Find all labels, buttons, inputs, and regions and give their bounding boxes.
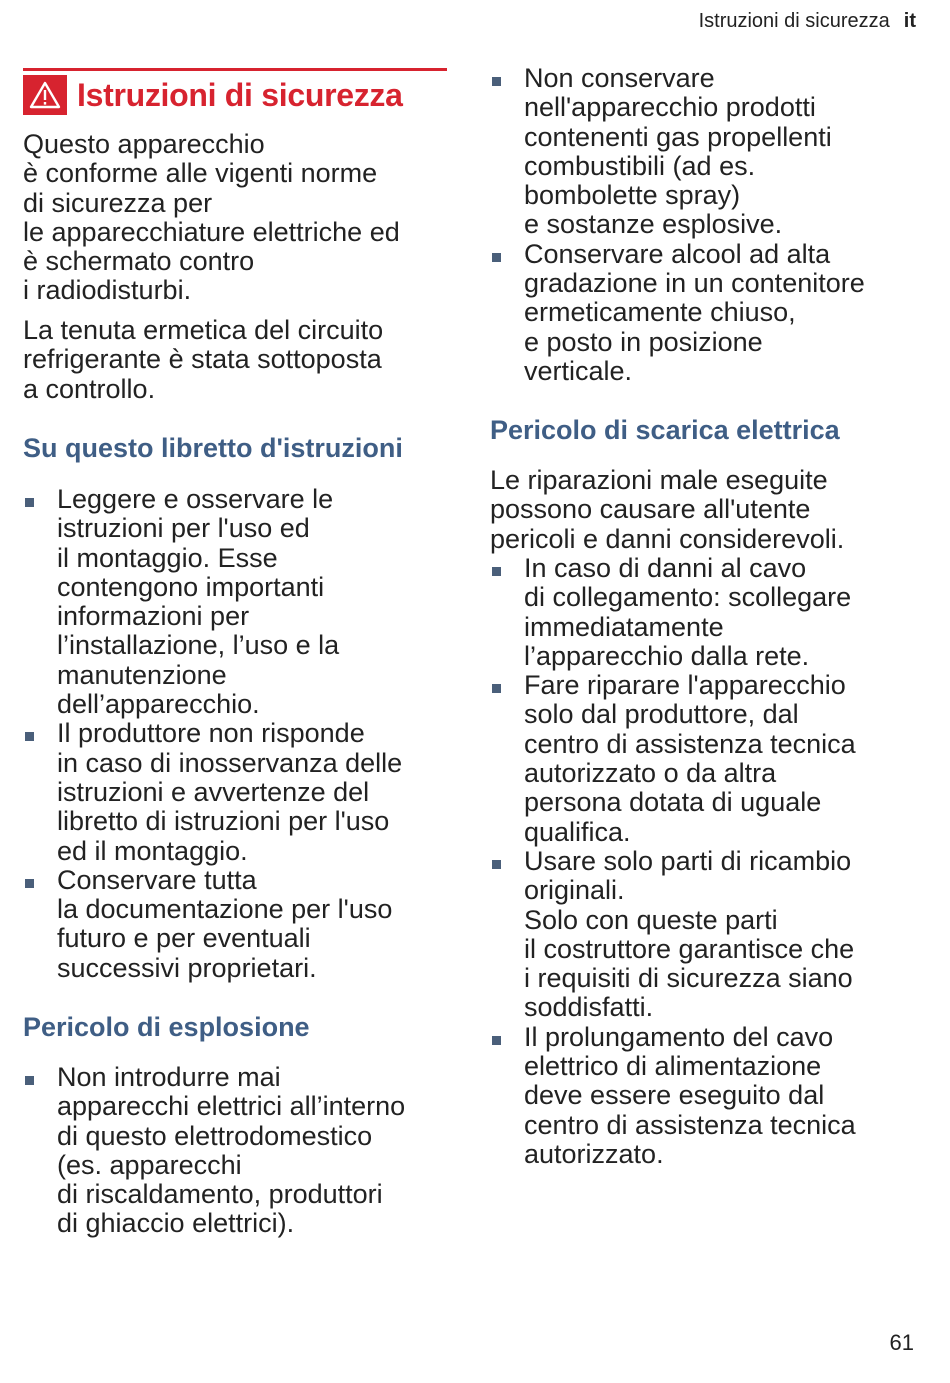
page-title-block — [23, 68, 447, 115]
square-bullet-icon — [492, 567, 501, 576]
square-bullet-icon — [25, 1076, 34, 1085]
square-bullet-icon — [492, 253, 501, 262]
header-section-title: Istruzioni di sicurezza — [698, 10, 890, 32]
intro-paragraph-2: La tenuta ermetica del circuito refrigerante è stata sottoposta a controllo. — [23, 315, 384, 404]
square-bullet-icon — [492, 860, 501, 869]
list-item: In caso di danni al cavo di collegamento: scollegare immediatamente l’apparecchio dalla rete. — [490, 554, 920, 671]
electric-intro-paragraph: Le riparazioni male eseguite possono causare all'utente pericoli e danni considerevoli. — [490, 465, 845, 554]
header-language-code: it — [903, 10, 916, 32]
square-bullet-icon — [25, 498, 34, 507]
intro-paragraph-1: Questo apparecchio è conforme alle vigenti norme di sicurezza per le apparecchiature elettriche ed è schermato contro i radiodisturbi. — [23, 129, 400, 306]
section-heading-booklet: Su questo libretto d'istruzioni — [23, 433, 403, 463]
explosion-list-right — [490, 64, 920, 386]
list-item: Conservare alcool ad alta gradazione in un contenitore ermeticamente chiuso, e posto in posizione verticale. — [490, 240, 920, 386]
running-header — [699, 10, 916, 33]
list-item: Il prolungamento del cavo elettrico di alimentazione deve essere eseguito dal centro di assistenza tecnica autorizzato. — [490, 1023, 920, 1169]
electric-list — [490, 554, 920, 1169]
page-number: 61 — [889, 1330, 914, 1355]
section-heading-electric: Pericolo di scarica elettrica — [490, 415, 840, 445]
section-heading-explosion: Pericolo di esplosione — [23, 1012, 310, 1042]
list-item: Leggere e osservare le istruzioni per l'uso ed il montaggio. Esse contengono importanti informazioni per l’installazione, l’uso e la manutenzione dell’apparecchio. — [23, 485, 453, 719]
list-item: Usare solo parti di ricambio originali. Solo con queste parti il costruttore garantisce che i requisiti di sicurezza siano soddisfatti. — [490, 847, 920, 1023]
list-item: Non introdurre mai apparecchi elettrici all’interno di questo elettrodomestico (es. apparecchi di riscaldamento, produttori di ghiaccio elettrici). — [23, 1063, 453, 1239]
page-title: Istruzioni di sicurezza — [77, 77, 403, 113]
square-bullet-icon — [25, 732, 34, 741]
list-item: Conservare tutta la documentazione per l'uso futuro e per eventuali successivi proprietari. — [23, 866, 453, 983]
square-bullet-icon — [492, 1036, 501, 1045]
square-bullet-icon — [492, 684, 501, 693]
square-bullet-icon — [492, 77, 501, 86]
booklet-list — [23, 485, 453, 983]
list-item: Non conservare nell'apparecchio prodotti contenenti gas propellenti combustibili (ad es. bombolette spray) e sostanze esplosive. — [490, 64, 920, 240]
warning-triangle-icon — [23, 75, 67, 115]
square-bullet-icon — [25, 879, 34, 888]
list-item: Fare riparare l'apparecchio solo dal produttore, dal centro di assistenza tecnica autorizzato o da altra persona dotata di uguale qualifica. — [490, 671, 920, 847]
explosion-list-left — [23, 1063, 453, 1239]
list-item: Il produttore non risponde in caso di inosservanza delle istruzioni e avvertenze del libretto di istruzioni per l'uso ed il montaggio. — [23, 719, 453, 865]
